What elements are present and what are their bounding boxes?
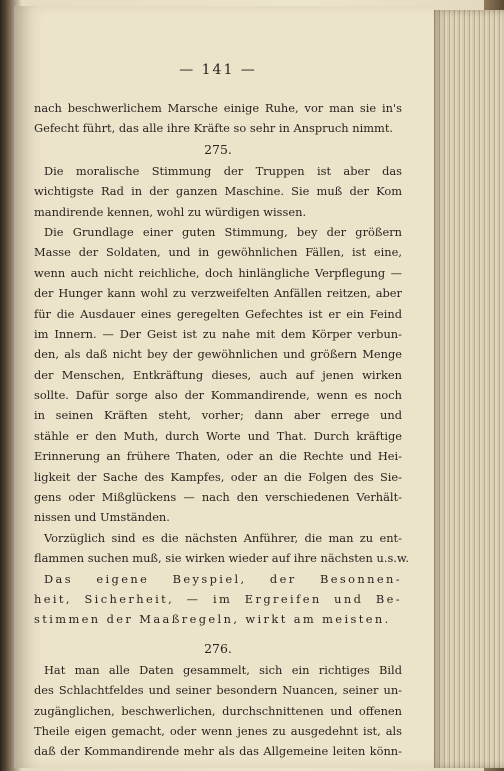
- text-line: ligkeit der Sache des Kampfes, oder an die Folgen des Sie-: [34, 469, 402, 484]
- page-edges: [432, 10, 504, 768]
- text-line: mandirende kennen, wohl zu würdigen wissen.: [34, 204, 307, 219]
- text-line: im Innern. — Der Geist ist zu nahe mit dem Körper verbun-: [34, 326, 402, 341]
- text-line: Das eigene Beyspiel, der Besonnen-: [44, 571, 402, 586]
- text-line: der Hunger kann wohl zu verzweifelten Anfällen reitzen, aber: [34, 286, 402, 301]
- text-line: zugänglichen, beschwerlichen, durchschnittenen und offenen: [34, 703, 402, 718]
- text-line: flammen suchen muß, sie wirken wieder auf ihre nächsten u.s.w.: [34, 551, 409, 566]
- page-number-header: — 141 —: [179, 62, 257, 78]
- page-text: [34, 58, 409, 762]
- text-line: Hat man alle Daten gesammelt, sich ein richtiges Bild: [44, 662, 402, 677]
- text-line: Die moralische Stimmung der Truppen ist aber das: [44, 163, 402, 178]
- text-line: heit, Sicherheit, — im Ergreifen und Be-: [34, 591, 402, 606]
- page-body: [34, 98, 409, 762]
- text-line: wenn auch nicht reichliche, doch hinlängliche Verpflegung —: [34, 265, 402, 280]
- text-line: nach beschwerlichem Marsche einige Ruhe, vor man sie in's: [34, 101, 402, 115]
- text-line: wichtigste Rad in der ganzen Maschine. Sie muß der Kom: [34, 184, 402, 199]
- text-line: in seinen Kräften steht, vorher; dann aber errege und: [34, 408, 402, 423]
- text-line: für die Ausdauer eines geregelten Gefechtes ist er ein Feind: [34, 306, 402, 321]
- section-number: 275.: [204, 141, 232, 157]
- text-line: stähle er den Muth, durch Worte und That. Durch kräftige: [34, 428, 402, 443]
- text-line: Erinnerung an frühere Thaten, oder an die Rechte und Hei-: [34, 449, 402, 464]
- section-number: 276.: [204, 640, 232, 656]
- text-line: Gefecht führt, das alle ihre Kräfte so sehr in Anspruch nimmt.: [34, 121, 394, 136]
- text-line: stimmen der Maaßregeln, wirkt am meisten.: [34, 612, 391, 627]
- text-line: Theile eigen gemacht, oder wenn jenes zu ausgedehnt ist, als: [34, 723, 402, 738]
- text-line: nissen und Umständen.: [34, 510, 170, 525]
- text-line: des Schlachtfeldes und seiner besondern Nuancen, seiner un-: [34, 683, 402, 698]
- text-line: daß der Kommandirende mehr als das Allgemeine leiten könn-: [34, 744, 402, 759]
- text-line: gens oder Mißglückens — nach den verschiedenen Verhält-: [34, 490, 402, 505]
- text-line: Masse der Soldaten, und in gewöhnlichen Fällen, ist eine,: [34, 245, 402, 260]
- text-line: den, als daß nicht bey der gewöhnlichen und größern Menge: [34, 347, 402, 362]
- text-line: Die Grundlage einer guten Stimmung, bey der größern: [44, 224, 402, 239]
- text-line: der Menschen, Entkräftung dieses, auch auf jenen wirken: [34, 367, 402, 382]
- text-line: Vorzüglich sind es die nächsten Anführer, die man zu ent-: [44, 530, 402, 545]
- text-line: sollte. Dafür sorge also der Kommandirende, wenn es noch: [34, 388, 402, 403]
